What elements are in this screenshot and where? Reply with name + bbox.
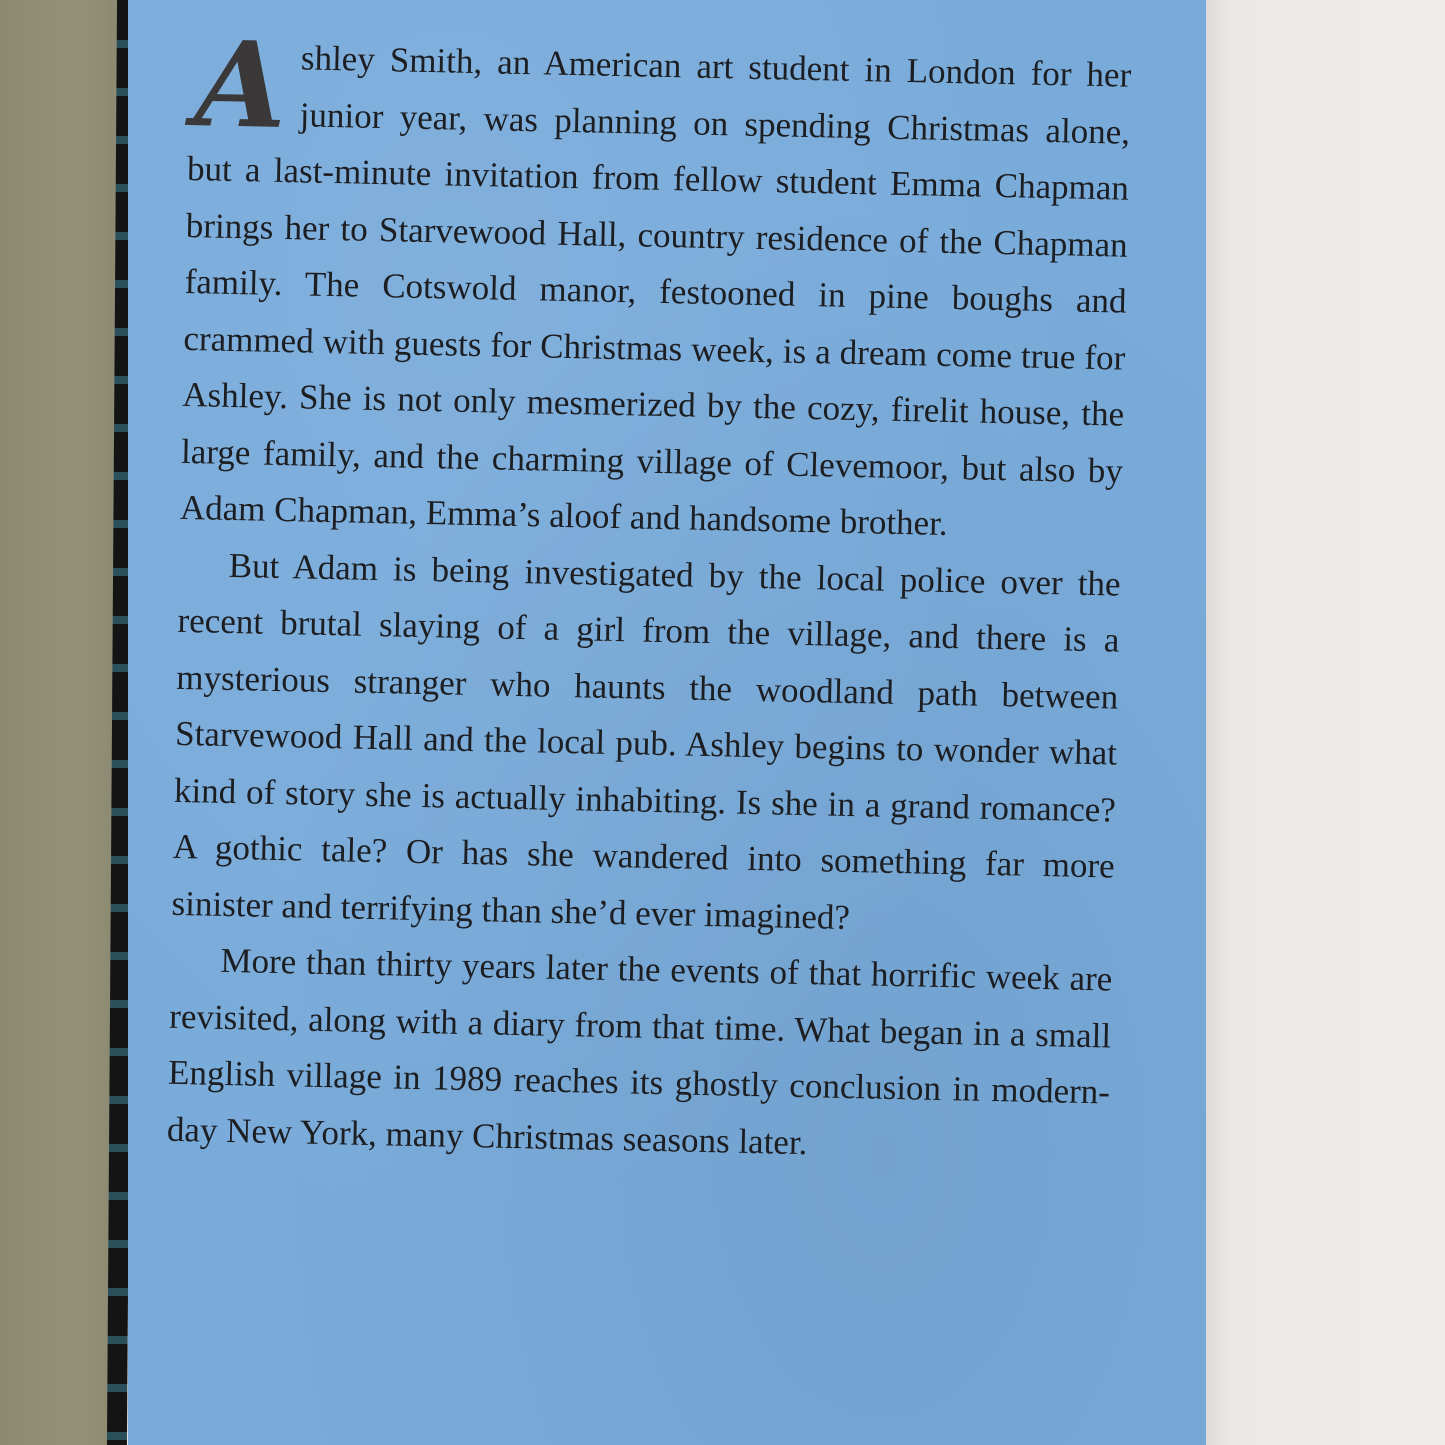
paragraph-1-text: shley Smith, an American art student in London for her junior year, was planning on spending Christmas alone, but a last-minute invitation from fellow student Emma Chapman brings her to Starvewood Hall, country residence of the Chapman family. The Cotswold manor, festooned in pine boughs and crammed with guests for Christmas week, is a dream come true for Ashley. She is not only mesmerized by the cozy, firelit house, the large family, and the charming village of Clevemoor, but also by Adam Chapman, Emma’s aloof and handsome brother. [179, 38, 1132, 543]
paragraph-1 [179, 14, 1132, 556]
paragraph-3: More than thirty years later the events of that horrific week are revisited, along with a diary from that time. What began in a small English village in 1989 reaches its ghostly conclusion in modern-day New York, many Christmas seasons later. [166, 940, 1113, 1162]
flap-copy [166, 14, 1132, 1177]
dropcap: A [193, 14, 288, 156]
paragraph-2: But Adam is being investigated by the local police over the recent brutal slaying of a girl from the village, and there is a mysterious stranger who haunts the woodland path between Starvewood Hall and the local pub. Ashley begins to wonder what kind of story she is actually inhabiting. Is she in a grand romance? A gothic tale? Or has she wandered into something far more sinister and terrifying than she’d ever imagined? [171, 545, 1121, 937]
book-page-right [1206, 0, 1445, 1445]
background-surface-left [0, 0, 125, 1445]
